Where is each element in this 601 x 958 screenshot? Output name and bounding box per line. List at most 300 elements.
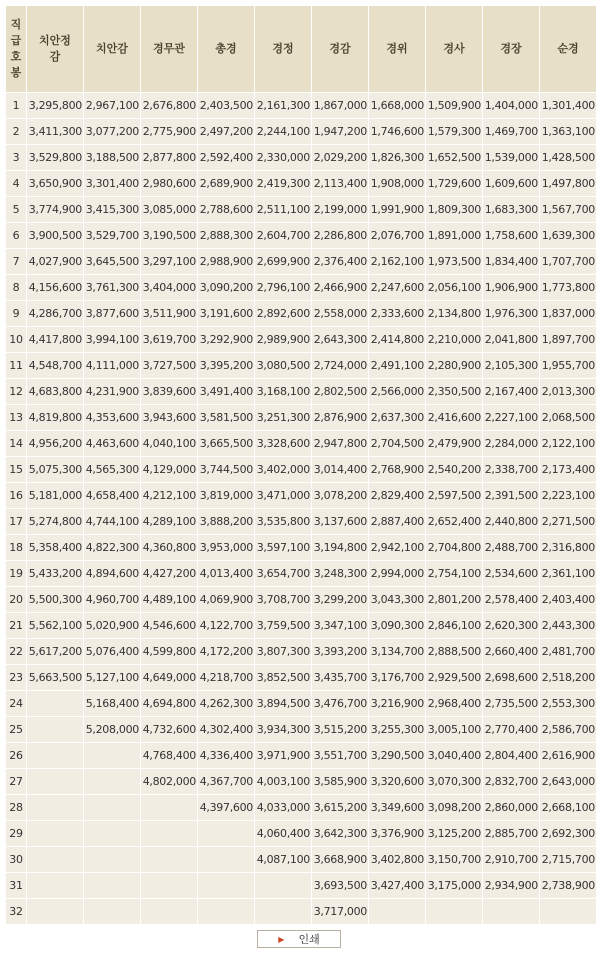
table-row [6, 899, 596, 924]
salary-cell: 3,551,700 [312, 743, 368, 768]
table-row [6, 873, 596, 898]
step-cell: 10 [6, 327, 26, 352]
table-row [6, 483, 596, 508]
salary-cell [27, 899, 83, 924]
salary-cell: 2,558,000 [312, 301, 368, 326]
salary-cell: 2,620,300 [483, 613, 539, 638]
salary-cell [84, 821, 140, 846]
salary-cell: 2,056,100 [426, 275, 482, 300]
table-row [6, 717, 596, 742]
salary-cell: 3,427,400 [369, 873, 425, 898]
salary-cell: 3,328,600 [255, 431, 311, 456]
salary-cell: 3,014,400 [312, 457, 368, 482]
salary-cell: 1,826,300 [369, 145, 425, 170]
salary-cell: 2,566,000 [369, 379, 425, 404]
salary-cell: 5,020,900 [84, 613, 140, 638]
salary-cell: 4,172,200 [198, 639, 254, 664]
salary-cell: 2,210,000 [426, 327, 482, 352]
salary-cell: 2,122,100 [540, 431, 596, 456]
salary-cell: 3,078,200 [312, 483, 368, 508]
salary-cell: 3,615,200 [312, 795, 368, 820]
salary-cell: 2,616,900 [540, 743, 596, 768]
table-row [6, 457, 596, 482]
salary-cell: 2,715,700 [540, 847, 596, 872]
salary-cell: 3,188,500 [84, 145, 140, 170]
salary-cell: 2,403,400 [540, 587, 596, 612]
salary-cell: 3,971,900 [255, 743, 311, 768]
step-cell: 26 [6, 743, 26, 768]
salary-cell: 2,419,300 [255, 171, 311, 196]
salary-cell: 3,435,700 [312, 665, 368, 690]
salary-cell: 2,832,700 [483, 769, 539, 794]
salary-cell: 5,208,000 [84, 717, 140, 742]
salary-cell: 3,085,000 [141, 197, 197, 222]
salary-cell [84, 873, 140, 898]
step-cell: 28 [6, 795, 26, 820]
salary-cell: 1,955,700 [540, 353, 596, 378]
salary-cell: 2,338,700 [483, 457, 539, 482]
salary-cell: 3,717,000 [312, 899, 368, 924]
salary-cell: 2,846,100 [426, 613, 482, 638]
salary-cell: 4,033,000 [255, 795, 311, 820]
salary-cell: 2,497,200 [198, 119, 254, 144]
salary-cell: 3,511,900 [141, 301, 197, 326]
salary-cell: 1,668,000 [369, 93, 425, 118]
salary-cell: 2,013,300 [540, 379, 596, 404]
step-cell: 30 [6, 847, 26, 872]
salary-cell: 4,286,700 [27, 301, 83, 326]
salary-cell: 2,041,800 [483, 327, 539, 352]
salary-cell: 3,535,800 [255, 509, 311, 534]
step-cell: 4 [6, 171, 26, 196]
salary-cell: 2,553,300 [540, 691, 596, 716]
salary-cell: 1,539,000 [483, 145, 539, 170]
table-row [6, 613, 596, 638]
salary-cell: 3,216,900 [369, 691, 425, 716]
salary-cell: 3,125,200 [426, 821, 482, 846]
salary-cell: 4,683,800 [27, 379, 83, 404]
table-row [6, 353, 596, 378]
salary-cell: 4,069,900 [198, 587, 254, 612]
salary-cell: 5,663,500 [27, 665, 83, 690]
column-header: 치안감 [84, 6, 140, 92]
salary-cell [84, 899, 140, 924]
salary-cell [84, 795, 140, 820]
salary-cell: 3,839,600 [141, 379, 197, 404]
salary-cell: 3,297,100 [141, 249, 197, 274]
salary-cell: 2,770,400 [483, 717, 539, 742]
salary-cell: 5,562,100 [27, 613, 83, 638]
salary-cell: 4,548,700 [27, 353, 83, 378]
salary-cell: 3,402,000 [255, 457, 311, 482]
salary-cell: 2,333,600 [369, 301, 425, 326]
salary-cell: 3,774,900 [27, 197, 83, 222]
salary-cell [141, 847, 197, 872]
salary-cell: 2,173,400 [540, 457, 596, 482]
table-row [6, 223, 596, 248]
salary-cell: 2,804,400 [483, 743, 539, 768]
salary-cell: 3,415,300 [84, 197, 140, 222]
table-row [6, 561, 596, 586]
salary-cell: 3,943,600 [141, 405, 197, 430]
salary-cell: 3,255,300 [369, 717, 425, 742]
salary-cell: 1,906,900 [483, 275, 539, 300]
salary-cell: 2,994,000 [369, 561, 425, 586]
salary-cell: 4,013,400 [198, 561, 254, 586]
salary-cell: 1,707,700 [540, 249, 596, 274]
salary-cell: 2,440,800 [483, 509, 539, 534]
step-cell: 18 [6, 535, 26, 560]
salary-cell: 2,578,400 [483, 587, 539, 612]
column-header: 경감 [312, 6, 368, 92]
salary-cell: 4,649,000 [141, 665, 197, 690]
salary-cell: 3,299,200 [312, 587, 368, 612]
salary-cell: 4,262,300 [198, 691, 254, 716]
salary-cell: 2,738,900 [540, 873, 596, 898]
salary-cell: 3,877,600 [84, 301, 140, 326]
salary-cell: 4,599,800 [141, 639, 197, 664]
step-cell: 8 [6, 275, 26, 300]
salary-cell: 2,801,200 [426, 587, 482, 612]
table-row [6, 275, 596, 300]
salary-cell: 2,989,900 [255, 327, 311, 352]
salary-cell: 4,218,700 [198, 665, 254, 690]
column-header: 순경 [540, 6, 596, 92]
step-cell: 19 [6, 561, 26, 586]
table-row [6, 327, 596, 352]
salary-cell [84, 769, 140, 794]
salary-cell: 2,076,700 [369, 223, 425, 248]
salary-cell: 4,212,100 [141, 483, 197, 508]
salary-cell: 1,746,600 [369, 119, 425, 144]
step-cell: 17 [6, 509, 26, 534]
salary-cell: 3,761,300 [84, 275, 140, 300]
table-row [6, 795, 596, 820]
salary-cell: 4,802,000 [141, 769, 197, 794]
salary-cell: 3,301,400 [84, 171, 140, 196]
salary-cell: 4,040,100 [141, 431, 197, 456]
salary-cell: 2,888,300 [198, 223, 254, 248]
salary-cell: 2,068,500 [540, 405, 596, 430]
salary-cell: 3,347,100 [312, 613, 368, 638]
salary-cell: 4,360,800 [141, 535, 197, 560]
salary-cell: 2,534,600 [483, 561, 539, 586]
step-cell: 27 [6, 769, 26, 794]
salary-cell: 2,967,100 [84, 93, 140, 118]
step-cell: 1 [6, 93, 26, 118]
salary-cell: 1,469,700 [483, 119, 539, 144]
salary-cell: 2,652,400 [426, 509, 482, 534]
salary-cell: 3,376,900 [369, 821, 425, 846]
salary-cell: 3,852,500 [255, 665, 311, 690]
salary-cell: 2,754,100 [426, 561, 482, 586]
column-header: 치안정 감 [27, 6, 83, 92]
salary-cell: 1,363,100 [540, 119, 596, 144]
salary-cell: 2,271,500 [540, 509, 596, 534]
corner-header [6, 6, 26, 92]
salary-cell: 4,336,400 [198, 743, 254, 768]
salary-cell: 3,807,300 [255, 639, 311, 664]
salary-cell: 5,181,000 [27, 483, 83, 508]
step-cell: 21 [6, 613, 26, 638]
salary-cell [27, 691, 83, 716]
table-body [6, 93, 596, 924]
salary-cell: 2,676,800 [141, 93, 197, 118]
salary-cell: 4,819,800 [27, 405, 83, 430]
salary-cell: 3,175,000 [426, 873, 482, 898]
salary-cell: 4,111,000 [84, 353, 140, 378]
salary-cell: 2,330,000 [255, 145, 311, 170]
step-cell: 14 [6, 431, 26, 456]
salary-cell: 2,316,800 [540, 535, 596, 560]
salary-cell: 4,427,200 [141, 561, 197, 586]
salary-cell: 2,134,800 [426, 301, 482, 326]
table-row [6, 665, 596, 690]
step-cell: 32 [6, 899, 26, 924]
salary-cell: 2,768,900 [369, 457, 425, 482]
salary-cell: 2,980,600 [141, 171, 197, 196]
salary-cell: 1,976,300 [483, 301, 539, 326]
salary-cell: 4,156,600 [27, 275, 83, 300]
salary-cell: 5,168,400 [84, 691, 140, 716]
salary-cell: 2,416,600 [426, 405, 482, 430]
salary-cell [27, 795, 83, 820]
salary-cell: 2,586,700 [540, 717, 596, 742]
table-row [6, 379, 596, 404]
salary-cell: 2,244,100 [255, 119, 311, 144]
salary-cell [141, 899, 197, 924]
salary-cell [27, 847, 83, 872]
salary-cell: 5,274,800 [27, 509, 83, 534]
salary-cell: 2,479,900 [426, 431, 482, 456]
salary-cell: 2,361,100 [540, 561, 596, 586]
salary-cell: 4,129,000 [141, 457, 197, 482]
salary-cell: 3,759,500 [255, 613, 311, 638]
salary-cell: 2,802,500 [312, 379, 368, 404]
salary-cell: 2,887,400 [369, 509, 425, 534]
arrow-right-icon: ▶ [278, 934, 285, 944]
salary-cell: 3,134,700 [369, 639, 425, 664]
table-row [6, 145, 596, 170]
salary-cell: 1,609,600 [483, 171, 539, 196]
salary-cell: 3,645,500 [84, 249, 140, 274]
salary-cell: 5,075,300 [27, 457, 83, 482]
table-row [6, 535, 596, 560]
salary-cell: 3,402,800 [369, 847, 425, 872]
corner-step-label: 호 봉 [10, 50, 22, 79]
salary-cell: 3,491,400 [198, 379, 254, 404]
salary-cell: 3,098,200 [426, 795, 482, 820]
salary-cell: 4,956,200 [27, 431, 83, 456]
salary-cell: 2,199,000 [312, 197, 368, 222]
salary-cell: 2,947,800 [312, 431, 368, 456]
salary-cell: 3,529,700 [84, 223, 140, 248]
salary-cell [27, 769, 83, 794]
salary-cell: 1,867,000 [312, 93, 368, 118]
salary-cell: 2,885,700 [483, 821, 539, 846]
salary-cell: 4,546,600 [141, 613, 197, 638]
salary-cell: 2,511,100 [255, 197, 311, 222]
step-cell: 3 [6, 145, 26, 170]
salary-cell: 5,127,100 [84, 665, 140, 690]
salary-cell: 2,668,100 [540, 795, 596, 820]
salary-cell [369, 899, 425, 924]
table-row [6, 249, 596, 274]
salary-cell: 1,567,700 [540, 197, 596, 222]
salary-cell: 4,302,400 [198, 717, 254, 742]
step-cell: 16 [6, 483, 26, 508]
salary-cell: 4,231,900 [84, 379, 140, 404]
salary-cell: 3,190,500 [141, 223, 197, 248]
step-cell: 9 [6, 301, 26, 326]
salary-cell [198, 821, 254, 846]
step-cell: 22 [6, 639, 26, 664]
salary-cell: 3,744,500 [198, 457, 254, 482]
salary-cell: 4,565,300 [84, 457, 140, 482]
salary-cell: 4,122,700 [198, 613, 254, 638]
salary-cell: 2,540,200 [426, 457, 482, 482]
salary-cell: 2,481,700 [540, 639, 596, 664]
header-row [6, 6, 596, 92]
salary-cell: 2,414,800 [369, 327, 425, 352]
salary-cell: 5,500,300 [27, 587, 83, 612]
salary-cell: 3,137,600 [312, 509, 368, 534]
salary-cell: 1,579,300 [426, 119, 482, 144]
salary-cell: 2,376,400 [312, 249, 368, 274]
step-cell: 25 [6, 717, 26, 742]
salary-cell: 2,280,900 [426, 353, 482, 378]
salary-cell: 3,191,600 [198, 301, 254, 326]
salary-cell: 3,529,800 [27, 145, 83, 170]
salary-cell: 4,489,100 [141, 587, 197, 612]
corner-grade-label: 직 급 [10, 18, 22, 47]
step-cell: 11 [6, 353, 26, 378]
salary-cell [255, 899, 311, 924]
salary-cell: 5,076,400 [84, 639, 140, 664]
print-button[interactable] [257, 930, 341, 948]
salary-cell: 2,161,300 [255, 93, 311, 118]
salary-cell [141, 821, 197, 846]
salary-cell: 3,090,200 [198, 275, 254, 300]
salary-cell: 3,290,500 [369, 743, 425, 768]
salary-cell: 2,988,900 [198, 249, 254, 274]
salary-cell [27, 717, 83, 742]
salary-cell: 2,286,800 [312, 223, 368, 248]
salary-cell: 4,060,400 [255, 821, 311, 846]
salary-cell: 2,592,400 [198, 145, 254, 170]
salary-cell [198, 899, 254, 924]
salary-cell: 3,597,100 [255, 535, 311, 560]
salary-cell: 3,070,300 [426, 769, 482, 794]
column-header: 경장 [483, 6, 539, 92]
step-cell: 29 [6, 821, 26, 846]
salary-cell [27, 821, 83, 846]
salary-cell: 3,005,100 [426, 717, 482, 742]
table-row [6, 93, 596, 118]
salary-cell: 1,947,200 [312, 119, 368, 144]
salary-cell: 2,735,500 [483, 691, 539, 716]
step-cell: 12 [6, 379, 26, 404]
table-row [6, 743, 596, 768]
table-row [6, 769, 596, 794]
salary-cell: 2,029,200 [312, 145, 368, 170]
salary-cell: 1,773,800 [540, 275, 596, 300]
salary-cell: 4,463,600 [84, 431, 140, 456]
salary-cell: 2,227,100 [483, 405, 539, 430]
column-header: 경위 [369, 6, 425, 92]
salary-cell [27, 743, 83, 768]
salary-cell: 1,891,000 [426, 223, 482, 248]
salary-cell: 2,604,700 [255, 223, 311, 248]
salary-cell [27, 873, 83, 898]
step-cell: 13 [6, 405, 26, 430]
salary-cell: 2,284,000 [483, 431, 539, 456]
salary-cell: 3,077,200 [84, 119, 140, 144]
salary-cell: 5,617,200 [27, 639, 83, 664]
salary-cell: 2,934,900 [483, 873, 539, 898]
salary-cell: 1,404,000 [483, 93, 539, 118]
salary-cell: 3,727,500 [141, 353, 197, 378]
salary-cell: 2,888,500 [426, 639, 482, 664]
salary-cell: 3,320,600 [369, 769, 425, 794]
salary-cell: 4,894,600 [84, 561, 140, 586]
print-button-label: 인쇄 [298, 933, 320, 946]
salary-cell: 3,642,300 [312, 821, 368, 846]
step-cell: 6 [6, 223, 26, 248]
salary-cell: 2,968,400 [426, 691, 482, 716]
salary-cell: 2,162,100 [369, 249, 425, 274]
salary-cell: 3,292,900 [198, 327, 254, 352]
salary-cell: 3,471,000 [255, 483, 311, 508]
salary-cell: 3,040,400 [426, 743, 482, 768]
salary-cell: 3,654,700 [255, 561, 311, 586]
salary-cell: 3,248,300 [312, 561, 368, 586]
table-row [6, 587, 596, 612]
salary-cell: 4,353,600 [84, 405, 140, 430]
salary-cell: 1,497,800 [540, 171, 596, 196]
salary-cell: 2,403,500 [198, 93, 254, 118]
table-row [6, 821, 596, 846]
table-header [6, 6, 596, 92]
salary-cell: 3,934,300 [255, 717, 311, 742]
salary-cell: 3,393,200 [312, 639, 368, 664]
salary-cell: 2,698,600 [483, 665, 539, 690]
salary-cell: 3,168,100 [255, 379, 311, 404]
salary-cell: 1,809,300 [426, 197, 482, 222]
step-cell: 31 [6, 873, 26, 898]
salary-cell: 1,908,000 [369, 171, 425, 196]
salary-cell: 2,350,500 [426, 379, 482, 404]
salary-cell: 3,953,000 [198, 535, 254, 560]
salary-cell: 2,704,500 [369, 431, 425, 456]
salary-cell: 2,877,800 [141, 145, 197, 170]
salary-cell: 3,888,200 [198, 509, 254, 534]
salary-cell: 5,433,200 [27, 561, 83, 586]
salary-cell: 2,829,400 [369, 483, 425, 508]
salary-cell: 1,683,300 [483, 197, 539, 222]
salary-cell: 3,693,500 [312, 873, 368, 898]
salary-cell: 3,894,500 [255, 691, 311, 716]
salary-cell: 1,652,500 [426, 145, 482, 170]
step-cell: 7 [6, 249, 26, 274]
salary-cell: 4,658,400 [84, 483, 140, 508]
salary-cell [426, 899, 482, 924]
salary-cell: 2,466,900 [312, 275, 368, 300]
table-row [6, 691, 596, 716]
salary-cell: 3,668,900 [312, 847, 368, 872]
salary-cell: 1,758,600 [483, 223, 539, 248]
salary-cell: 3,194,800 [312, 535, 368, 560]
